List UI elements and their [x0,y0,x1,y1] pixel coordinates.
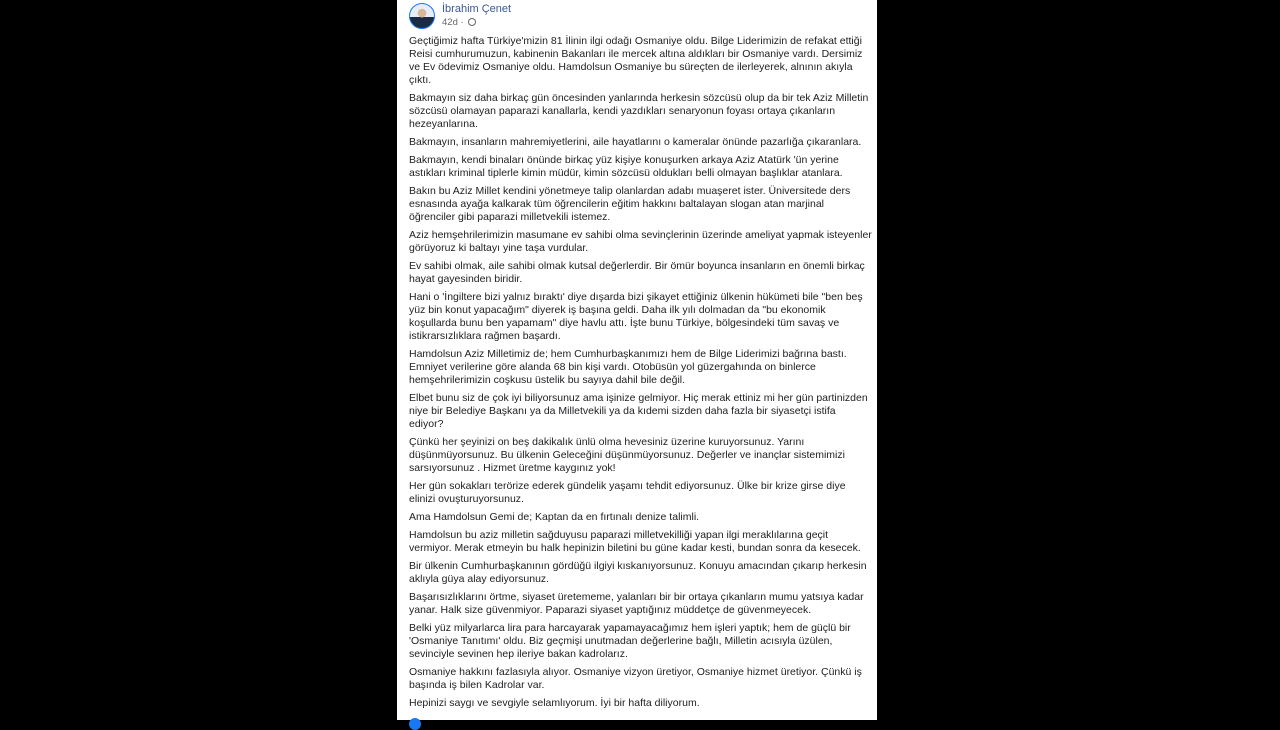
post-paragraph: Çünkü her şeyinizi on beş dakikalık ünlü olma hevesiniz üzerine kuruyorsunuz. Yarını düşünmüyorsunuz. Bu ülkenin Geleceğini düşünmüyorsunuz. Değerler ve inançlar sistemimizi sarsıyorsunuz . Hizmet üretme kaygınız yok! [409,436,845,474]
post-paragraph: Osmaniye hakkını fazlasıyla alıyor. Osmaniye vizyon üretiyor, Osmaniye hizmet üretiyor. Çünkü iş başında iş bilen Kadrolar var. [409,666,862,691]
post-body [409,35,872,715]
post-paragraph: Elbet bunu siz de çok iyi biliyorsunuz ama işinize gelmiyor. Hiç merak ettiniz mi her gün partinizden niye bir Belediye Başkanı ya da Milletvekili ya da kıdemi sizden daha fazla bir siyasetçi istifa ediyor? [409,392,868,430]
post-paragraph: Aziz hemşehrilerimizin masumane ev sahibi olma sevinçlerinin üzerinde ameliyat yapmak isteyenler görüyoruz ki baltayı yine taşa vurdular. [409,229,872,254]
post-paragraph: Belki yüz milyarlarca lira para harcayarak yapamayacağımız hem işleri yaptık; hem de güçlü bir 'Osmaniye Tanıtımı' oldu. Biz geçmişi unutmadan değerlerine bağlı, Milletin acısıyla üzülen, sevinciyle sevinen hep ileriye bakan kadrolarız. [409,622,851,660]
post-paragraph: Hepinizi saygı ve sevgiyle selamlıyorum. İyi bir hafta diliyorum. [409,697,700,709]
author-avatar[interactable] [409,3,435,29]
post-paragraph: Geçtiğimiz hafta Türkiye'mizin 81 İlinin ilgi odağı Osmaniye oldu. Bilge Liderimizin de refakat ettiği Reisi cumhurumuzun, kabinenin Bakanları ile mercek altına aldıkları bir Osmaniye vardı. Dersimiz ve Ev ödevimiz Osmaniye oldu. Hamdolsun Osmaniye bu süreçten de ilerleyerek, alnının akıyla çıktı. [409,35,863,86]
post-paragraph: Ama Hamdolsun Gemi de; Kaptan da en fırtınalı denize talimli. [409,511,700,523]
post-paragraph: Ev sahibi olmak, aile sahibi olmak kutsal değerlerdir. Bir ömür boyunca insanların en önemli birkaç hayat gayesinden biridir. [409,260,865,285]
post-paragraph: Bakın bu Aziz Millet kendini yönetmeye talip olanlardan adabı muaşeret ister. Üniversitede ders esnasında ayağa kalkarak tüm öğrencilerin eğitim hakkını baltalayan slogan atan marjinal öğrenciler gibi paparazi milletvekili istemez. [409,185,851,223]
globe-icon [468,18,476,26]
post-paragraph: Bir ülkenin Cumhurbaşkanının gördüğü ilgiyi kıskanıyorsunuz. Konuyu amacından çıkarıp herkesin aklıyla güya alay ediyorsunuz. [409,560,867,585]
post-paragraph: Bakmayın, kendi binaları önünde birkaç yüz kişiye konuşurken arkaya Aziz Atatürk 'ün yerine astıkları kriminal tiplerle kimin müdür, kimin sözcüsü oldukları belli olmayan başlıklar atanlara. [409,154,843,179]
post-paragraph: Her gün sokakları terörize ederek gündelik yaşamı tehdit ediyorsunuz. Ülke bir krize girse diye elinizi ovuşturuyorsunuz. [409,480,846,505]
post-paragraph: Hani o 'İngiltere bizi yalnız bıraktı' diye dışarda bizi şikayet ettiğiniz ülkenin hükümeti bile "ben beş yüz bin konut yapacağım" diyerek iş başına geldi. Daha ilk yılı dolmadan da "bu ekonomik koşullarda bunu ben yapamam" diye havlu attı. İşte bunu Türkiye, bölgesindeki tüm savaş ve istikrarsızlıklara rağmen başardı. [409,291,863,342]
post-paragraph: Bakmayın, insanların mahremiyetlerini, aile hayatlarını o kameralar önünde pazarlığa çıkaranlara. [409,136,862,148]
meta-separator: · [460,17,464,28]
post-paragraph: Bakmayın siz daha birkaç gün öncesinden yanlarında herkesin sözcüsü olup da bir tek Aziz Milletin sözcüsü olamayan paparazi kanallarla, kendi yazdıkları senaryonun foyası ortaya çıkanların hezeyanlarına. [409,92,869,130]
post-paragraph: Hamdolsun Aziz Milletimiz de; hem Cumhurbaşkanımızı hem de Bilge Liderimizi bağrına bastı. Emniyet verilerine göre alanda 68 bin kişi vardı. Otobüsün yol güzergahında on binlerce hemşehrilerimizin coşkusu üstelik bu sayıya dahil bile değil. [409,348,847,386]
post-meta [442,17,476,28]
post-paragraph: Hamdolsun bu aziz milletin sağduyusu paparazi milletvekilliği yapan ilgi meraklılarına geçit vermiyor. Merak etmeyin bu halk hepinizin biletini bu güne kadar kesti, bundan sonra da kesecek. [409,529,861,554]
author-name[interactable]: İbrahim Çenet [442,3,512,15]
post-time[interactable]: 42d [442,17,458,28]
post-paragraph: Başarısızlıklarını örtme, siyaset üretememe, yalanları bir bir ortaya çıkanların mumu yatsıya kadar yanar. Halk size güvenmiyor. Paparazi siyaset yaptığınız müddetçe de güvenmeyecek. [409,591,864,616]
